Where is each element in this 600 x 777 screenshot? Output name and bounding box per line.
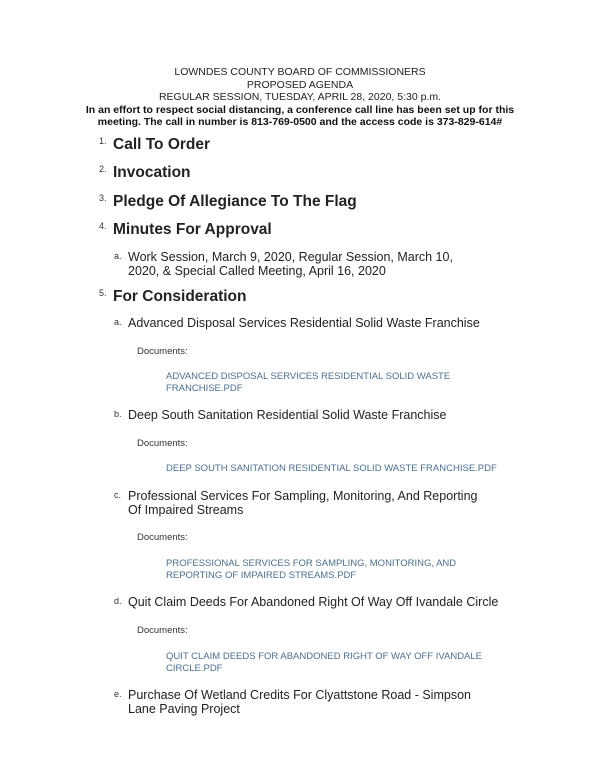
sub-letter: a.: [114, 317, 122, 327]
documents-label: Documents:: [137, 532, 188, 543]
agenda-item-4: [99, 221, 272, 239]
item-number: 5.: [99, 288, 107, 298]
document-link[interactable]: PROFESSIONAL SERVICES FOR SAMPLING, MONITORING, AND REPORTING OF IMPAIRED STREAMS.PDF: [166, 558, 457, 581]
item-number: 4.: [99, 221, 107, 231]
conference-notice-1: In an effort to respect social distancing, a conference call line has been set up for this: [85, 103, 515, 116]
item-title: Call To Order: [113, 136, 211, 153]
item-number: 2.: [99, 164, 107, 174]
doc-type: PROPOSED AGENDA: [246, 78, 354, 91]
document-link[interactable]: QUIT CLAIM DEEDS FOR ABANDONED RIGHT OF WAY OFF IVANDALE CIRCLE.PDF: [166, 651, 483, 674]
sub-letter: c.: [114, 490, 122, 500]
documents-label: Documents:: [137, 625, 188, 636]
item-title: Pledge Of Allegiance To The Flag: [113, 193, 357, 210]
item-title: Invocation: [113, 164, 191, 181]
item-number: 3.: [99, 193, 107, 203]
sub-letter: e.: [114, 689, 122, 699]
sub-text: Deep South Sanitation Residential Solid Waste Franchise: [128, 408, 447, 422]
item-title: For Consideration: [113, 288, 247, 305]
sub-item-4a: [114, 250, 514, 278]
sub-text: Work Session, March 9, 2020, Regular Session, March 10, 2020, & Special Called Meeting, April 16, 2020: [128, 250, 453, 278]
sub-item-5b: [114, 408, 514, 422]
documents-label: Documents:: [137, 346, 188, 357]
document-link[interactable]: ADVANCED DISPOSAL SERVICES RESIDENTIAL SOLID WASTE FRANCHISE.PDF: [166, 371, 451, 394]
sub-text: Purchase Of Wetland Credits For Clyattstone Road - Simpson Lane Paving Project: [128, 688, 471, 716]
org-name: LOWNDES COUNTY BOARD OF COMMISSIONERS: [174, 66, 426, 78]
item-title: Minutes For Approval: [113, 221, 272, 238]
sub-letter: a.: [114, 251, 122, 261]
sub-item-5e: [114, 688, 514, 716]
sub-item-5c: [114, 489, 514, 517]
sub-text: Professional Services For Sampling, Monitoring, And Reporting Of Impaired Streams: [128, 489, 478, 517]
conference-notice-2: meeting. The call in number is 813-769-0500 and the access code is 373-829-614#: [97, 116, 503, 128]
agenda-item-3: [99, 193, 357, 211]
sub-letter: d.: [114, 596, 122, 606]
sub-text: Quit Claim Deeds For Abandoned Right Of Way Off Ivandale Circle: [128, 595, 499, 609]
agenda-item-2: [99, 164, 191, 182]
sub-text: Advanced Disposal Services Residential Solid Waste Franchise: [128, 316, 480, 330]
sub-letter: b.: [114, 409, 122, 419]
sub-item-5d: [114, 595, 514, 609]
agenda-item-1: [99, 136, 210, 154]
session-info: REGULAR SESSION, TUESDAY, APRIL 28, 2020, 5:30 p.m.: [158, 91, 442, 103]
documents-label: Documents:: [137, 438, 188, 449]
document-link[interactable]: DEEP SOUTH SANITATION RESIDENTIAL SOLID WASTE FRANCHISE.PDF: [166, 463, 497, 474]
agenda-item-5: [99, 288, 246, 306]
agenda-header: [0, 66, 600, 129]
sub-item-5a: [114, 316, 514, 330]
item-number: 1.: [99, 136, 107, 146]
